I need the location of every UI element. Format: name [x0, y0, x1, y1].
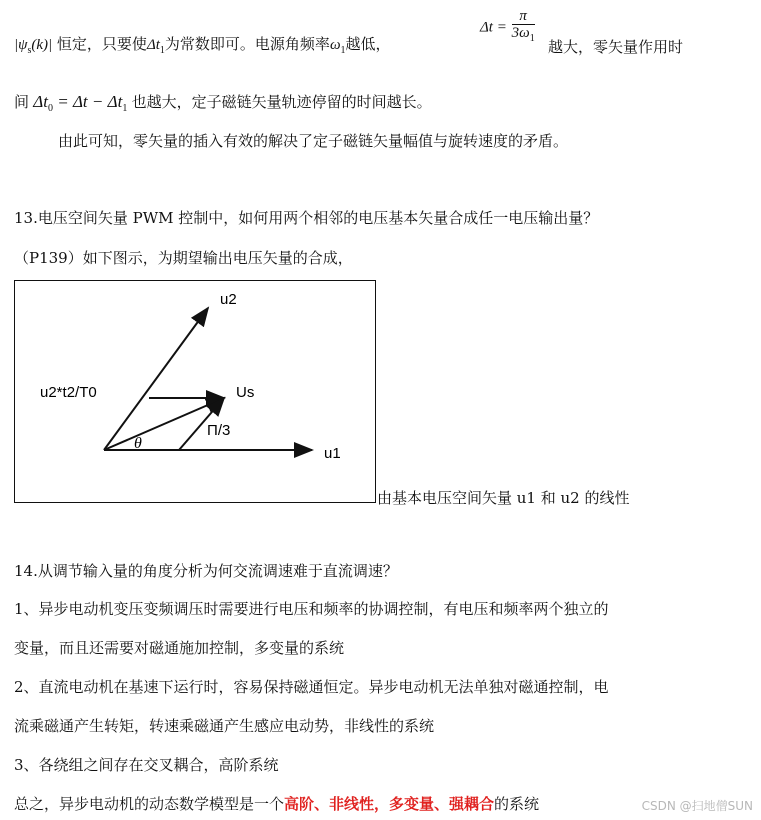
- dt0-formula: $\Delta t_0 = \Delta t - \Delta t_1$: [33, 92, 128, 114]
- question-13-title: 13.电压空间矢量 PWM 控制中，如何用两个相邻的电压基本矢量合成任一电压输出量？: [14, 209, 599, 227]
- psi-formula: $|\psi_s(k)|$: [14, 37, 53, 56]
- paragraph-1-line-2: 间 $\Delta t_0 = \Delta t - \Delta t_1$ 也越大，定子磁链矢量轨迹停留的时间越长。: [14, 92, 432, 114]
- component-label: u2*t2/T0: [40, 384, 97, 401]
- question-14-item-2-line-2: 流乘磁通产生转矩，转速乘磁通产生感应电动势，非线性的系统: [14, 717, 435, 735]
- watermark: CSDN @扫地僧SUN: [641, 799, 753, 813]
- omega-formula: $\omega_1$: [329, 37, 346, 56]
- question-14-title: 14.从调节输入量的角度分析为何交流调速难于直流调速？: [14, 562, 398, 580]
- question-14-item-2-line-1: 2、直流电动机在基速下运行时，容易保持磁通恒定。异步电动机无法单独对磁通控制，电: [14, 678, 609, 696]
- question-14-summary: 总之，异步电动机的动态数学模型是一个高阶、非线性，多变量、强耦合的系统: [14, 795, 540, 813]
- paragraph-1-line-1-end: 越大，零矢量作用时: [548, 38, 684, 56]
- summary-highlight: 高阶、非线性，多变量、强耦合: [284, 795, 495, 813]
- text-segment: 为常数即可。电源角频率: [164, 35, 330, 53]
- paragraph-1-line-1: [14, 34, 391, 61]
- vector-synthesis-diagram: [14, 280, 376, 504]
- text-segment: 恒定，只要使: [56, 35, 147, 53]
- u2-label: u2: [220, 291, 237, 308]
- question-13-intro: （P139）如下图示，为期望输出电压矢量的合成，: [14, 249, 353, 267]
- paragraph-2: 由此可知，零矢量的插入有效的解决了定子磁链矢量幅值与旋转速度的矛盾。: [58, 132, 569, 150]
- fraction: $\frac{\pi}{3\omega_1}$: [511, 8, 535, 44]
- angle-label: Π/3: [207, 422, 231, 439]
- us-label: Us: [236, 384, 255, 401]
- question-14-item-1-line-1: 1、异步电动机变压变频调压时需要进行电压和频率的协调控制，有电压和频率两个独立的: [14, 600, 609, 618]
- text-segment: 越低，: [345, 35, 391, 53]
- u2-vector: [104, 308, 208, 450]
- delta-t1-formula: $\Delta t_1$: [146, 37, 165, 56]
- diagram-caption: 由基本电压空间矢量 u1 和 u2 的线性: [377, 489, 630, 507]
- fraction-formula: Δt = $\frac{\pi}{3\omega_1}$: [480, 8, 535, 47]
- question-14-item-3: 3、各绕组之间存在交叉耦合，高阶系统: [14, 756, 279, 774]
- u1-label: u1: [324, 445, 341, 462]
- question-14-item-1-line-2: 变量，而且还需要对磁通施加控制，多变量的系统: [14, 639, 345, 657]
- theta-label: θ: [134, 435, 142, 452]
